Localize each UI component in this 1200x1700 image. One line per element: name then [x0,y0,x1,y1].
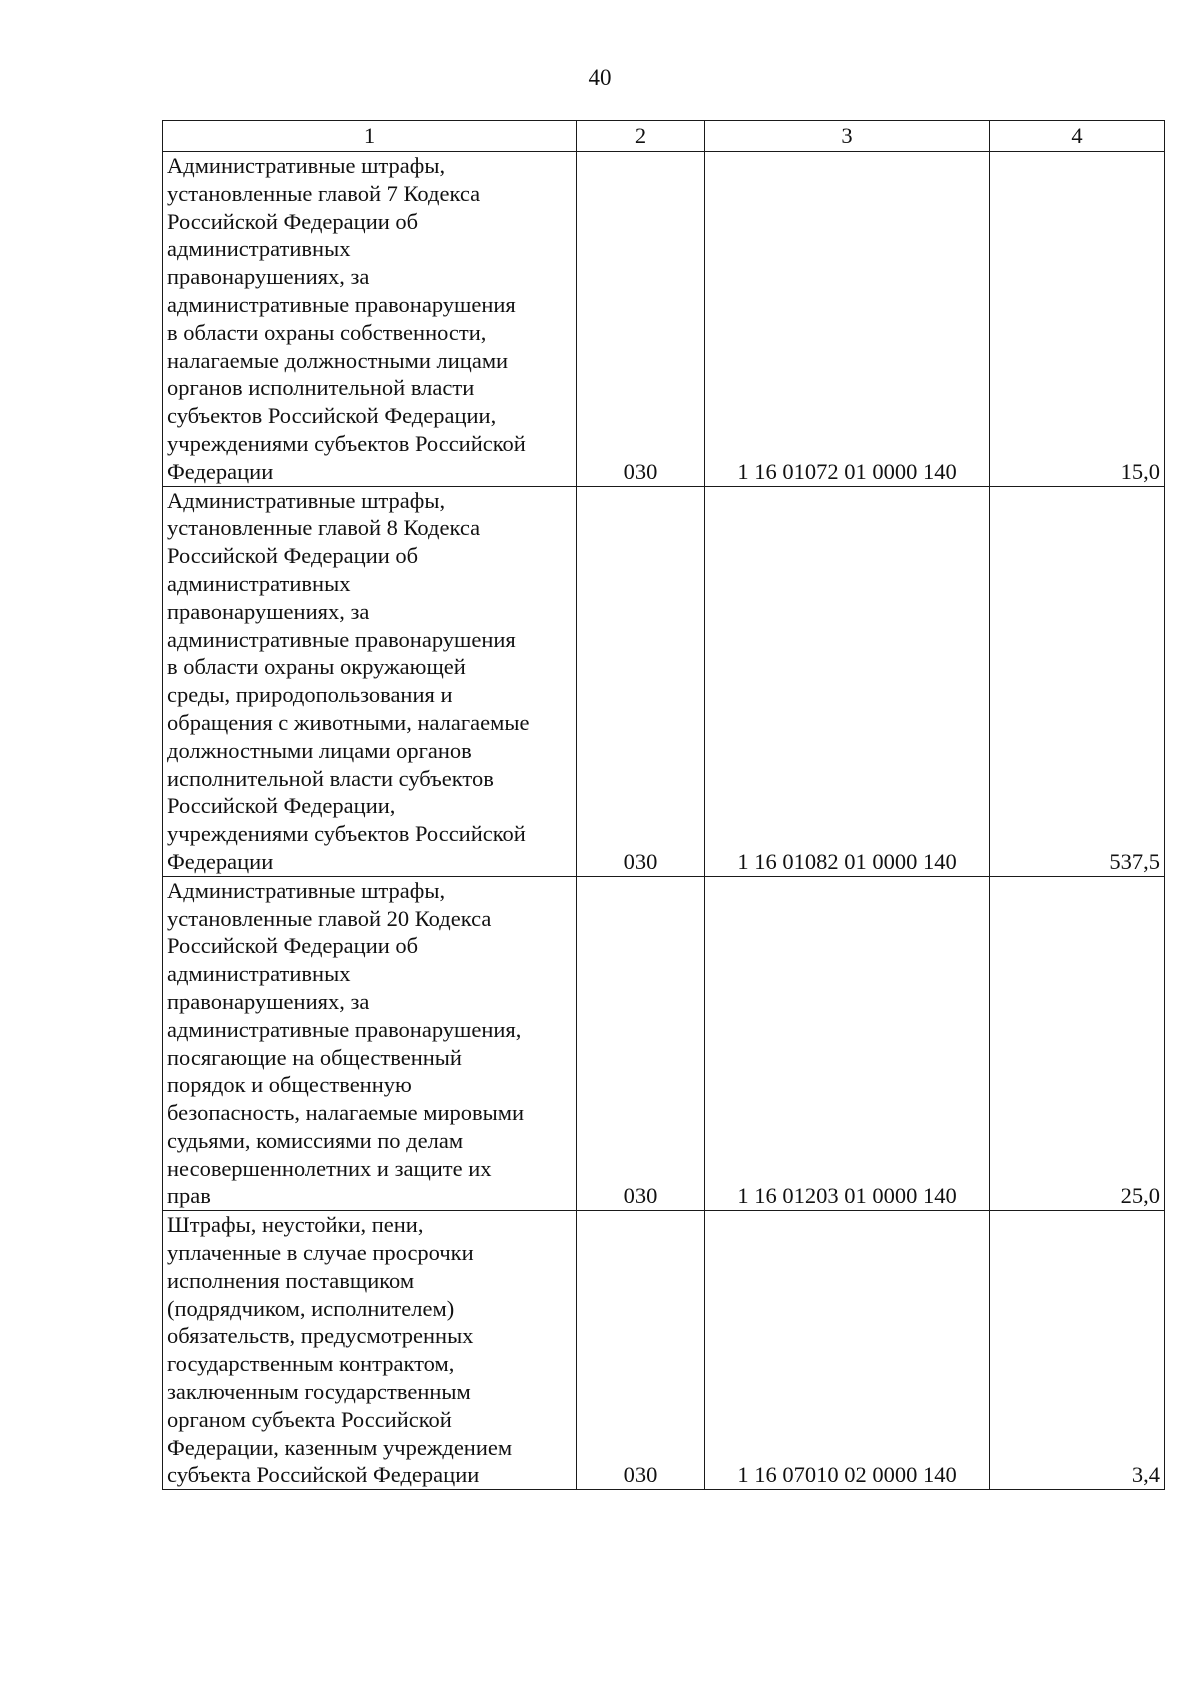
revenue-name-cell [163,1211,577,1490]
name-line: Штрафы, неустойки, пени, [167,1212,424,1238]
amount-cell: 25,0 [990,876,1165,1211]
name-line: государственным контрактом, [167,1351,455,1377]
name-line: Федерации, казенным учреждением [167,1434,513,1460]
name-line: в области охраны окружающей [167,654,466,680]
name-line: Федерации [167,848,274,874]
admin-code-cell: 030 [577,486,705,876]
kbk-code-cell: 1 16 01072 01 0000 140 [705,152,990,487]
name-line: административные правонарушения [167,626,516,652]
name-line: судьями, комиссиями по делам [167,1127,464,1153]
table-row [163,1211,1165,1490]
column-header-1: 1 [163,121,577,152]
amount-cell: 15,0 [990,152,1165,487]
name-line: обязательств, предусмотренных [167,1323,474,1349]
revenue-name-cell [163,152,577,487]
table-header-row [163,121,1165,152]
name-line: Российской Федерации об [167,543,419,569]
amount-cell: 537,5 [990,486,1165,876]
name-line: прав [167,1183,211,1209]
column-header-3: 3 [705,121,990,152]
revenue-name-cell [163,876,577,1211]
name-line: Российской Федерации, [167,793,396,819]
name-line: установленные главой 8 Кодекса [167,515,481,541]
column-header-2: 2 [577,121,705,152]
name-line: учреждениями субъектов Российской [167,821,526,847]
name-line: несовершеннолетних и защите их [167,1155,492,1181]
page-number: 40 [588,65,612,90]
name-line: исполнительной власти субъектов [167,765,494,791]
column-header-4: 4 [990,121,1165,152]
name-line: правонарушениях, за [167,988,370,1014]
table-row [163,486,1165,876]
name-line: административных [167,570,351,596]
name-line: Административные штрафы, [167,877,446,903]
name-line: установленные главой 20 Кодекса [167,905,492,931]
name-line: учреждениями субъектов Российской [167,430,526,456]
kbk-code-cell: 1 16 01082 01 0000 140 [705,486,990,876]
name-line: установленные главой 7 Кодекса [167,180,481,206]
name-line: административные правонарушения, [167,1016,522,1042]
name-line: Российской Федерации об [167,208,419,234]
name-line: в области охраны собственности, [167,319,487,345]
kbk-code-cell: 1 16 07010 02 0000 140 [705,1211,990,1490]
name-line: должностными лицами органов [167,737,472,763]
admin-code-cell: 030 [577,1211,705,1490]
name-line: посягающие на общественный [167,1044,462,1070]
name-line: Федерации [167,458,274,484]
name-line: органом субъекта Российской [167,1406,452,1432]
name-line: субъекта Российской Федерации [167,1462,480,1488]
name-line: налагаемые должностными лицами [167,347,509,373]
table-row [163,876,1165,1211]
name-line: органов исполнительной власти [167,375,475,401]
admin-code-cell: 030 [577,152,705,487]
amount-cell: 3,4 [990,1211,1165,1490]
table-row [163,152,1165,487]
name-line: административных [167,961,351,987]
admin-code-cell: 030 [577,876,705,1211]
name-line: безопасность, налагаемые мировыми [167,1100,525,1126]
name-line: исполнения поставщиком [167,1267,415,1293]
kbk-code-cell: 1 16 01203 01 0000 140 [705,876,990,1211]
name-line: правонарушениях, за [167,264,370,290]
name-line: заключенным государственным [167,1379,471,1405]
name-line: правонарушениях, за [167,598,370,624]
revenue-name-cell [163,486,577,876]
name-line: обращения с животными, налагаемые [167,709,530,735]
name-line: Административные штрафы, [167,153,446,178]
name-line: порядок и общественную [167,1072,412,1098]
name-line: Административные штрафы, [167,487,446,513]
name-line: среды, природопользования и [167,682,453,708]
name-line: уплаченные в случае просрочки [167,1240,474,1266]
name-line: субъектов Российской Федерации, [167,403,497,429]
name-line: административные правонарушения [167,291,516,317]
revenue-table [162,120,1165,1490]
name-line: Российской Федерации об [167,933,419,959]
name-line: административных [167,236,351,262]
name-line: (подрядчиком, исполнителем) [167,1295,455,1321]
